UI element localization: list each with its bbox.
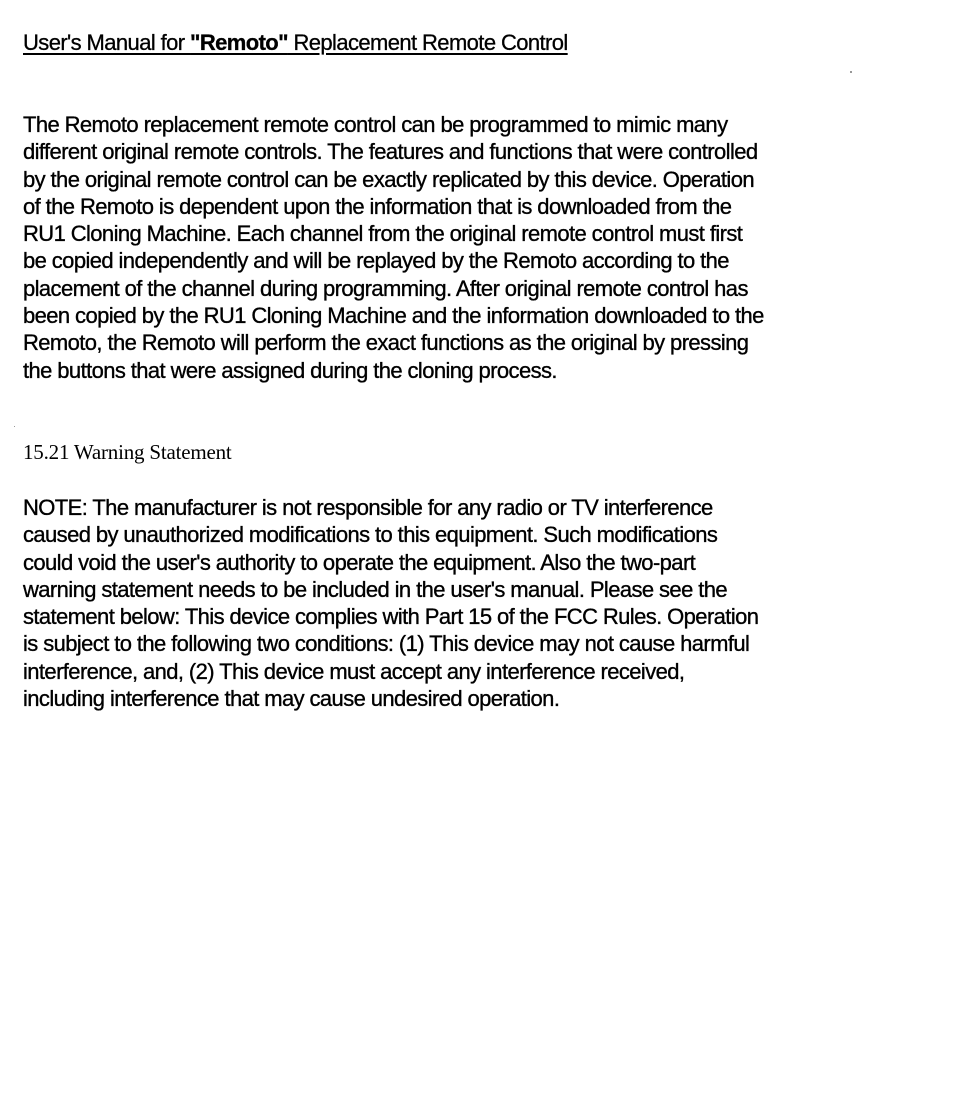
note-line: NOTE: The manufacturer is not responsible for any radio or TV interference [23,495,713,520]
title-suffix: Replacement Remote Control [287,30,568,55]
intro-line: RU1 Cloning Machine. Each channel from the original remote control must first [23,221,743,247]
intro-line: of the Remoto is dependent upon the information that is downloaded from the [23,193,732,219]
intro-line: different original remote controls. The features and functions that were controlled [23,139,758,165]
note-paragraph [23,494,923,712]
note-line: including interference that may cause undesired operation. [23,686,560,712]
note-line: caused by unauthorized modifications to this equipment. Such modifications [23,522,718,548]
intro-line: the buttons that were assigned during the cloning process. [23,357,557,383]
note-line: could void the user's authority to operate the equipment. Also the two-part [23,549,696,575]
intro-line: been copied by the RU1 Cloning Machine and the information downloaded to the [23,303,764,329]
page-title [23,30,568,56]
intro-paragraph [23,111,923,384]
warning-heading: 15.21 Warning Statement [23,440,232,464]
note-line: warning statement needs to be included in the user's manual. Please see the [23,576,727,602]
note-line: is subject to the following two conditions: (1) This device may not cause harmful [23,631,750,657]
title-prefix: User's Manual for [23,30,191,55]
intro-line: placement of the channel during programming. After original remote control has [23,275,748,301]
scan-speck [14,426,15,427]
note-line: statement below: This device complies with Part 15 of the FCC Rules. Operation [23,604,759,630]
title-product-name: "Remoto" [190,30,288,55]
intro-line: be copied independently and will be replayed by the Remoto according to the [23,248,729,274]
intro-line: The Remoto replacement remote control can be programmed to mimic many [23,112,728,137]
intro-line: Remoto, the Remoto will perform the exact functions as the original by pressing [23,330,749,356]
note-line: interference, and, (2) This device must accept any interference received, [23,658,685,684]
scan-speck [850,71,852,73]
intro-line: by the original remote control can be exactly replicated by this device. Operation [23,166,754,192]
